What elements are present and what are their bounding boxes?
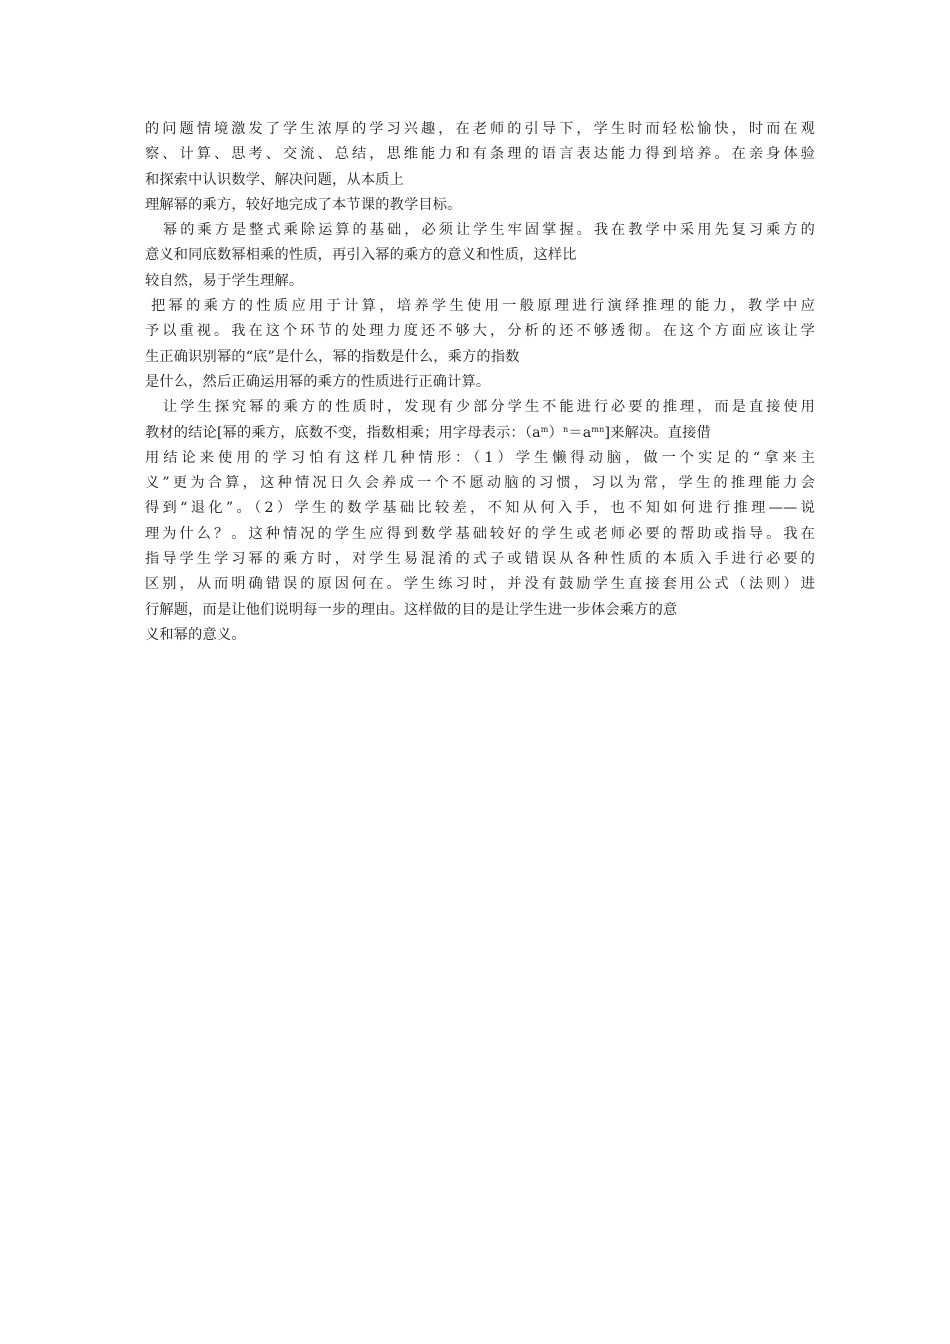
formula-exponent: mn: [591, 424, 605, 434]
text-line: 区别，从而明确错误的原因何在。学生练习时，并没有鼓励学生直接套用公式（法则）进: [145, 576, 815, 593]
formula-paren: ）: [548, 424, 563, 441]
text-line: 用结论来使用的学习怕有这样几种情形：（1）学生懒得动脑，做一个实足的“拿来主: [145, 449, 815, 466]
paragraph-4: [145, 395, 815, 648]
text-line: 指导学生学习幂的乘方时，对学生易混淆的式子或错误从各种性质的本质入手进行必要的: [145, 551, 815, 568]
text-line: 幂的乘方是整式乘除运算的基础，必须让学生牢固掌握。我在教学中采用先复习乘方的: [163, 222, 815, 239]
formula-tail-text: ]来解决。直接借: [604, 424, 711, 441]
paragraph-1: [145, 117, 815, 218]
document-body: [145, 117, 815, 648]
formula-exponent: n: [562, 424, 569, 434]
text-line: 察、计算、思考、交流、总结，思维能力和有条理的语言表达能力得到培养。在亲身体验: [145, 146, 815, 163]
text-line: 的问题情境激发了学生浓厚的学习兴趣，在老师的引导下，学生时而轻松愉快，时而在观: [145, 121, 815, 137]
text-line: 是什么，然后正确运用幂的乘方的性质进行正确计算。: [145, 373, 491, 390]
formula-equals: ＝a: [568, 424, 592, 441]
paragraph-3: [145, 294, 815, 395]
text-line: 把幂的乘方的性质应用于计算，培养学生使用一般原理进行演绎推理的能力，教学中应: [151, 298, 815, 315]
text-line: 意义和同底数幂相乘的性质，再引入幂的乘方的意义和性质，这样比: [145, 247, 577, 264]
formula-line: [145, 421, 815, 446]
text-line: 行解题，而是让他们说明每一步的理由。这样做的目的是让学生进一步体会乘方的意: [145, 601, 678, 618]
formula-exponent: m: [540, 424, 549, 434]
text-line: 义和幂的意义。: [145, 626, 246, 643]
text-line: 和探索中认识数学、解决问题，从本质上: [145, 171, 404, 188]
text-line: 予以重视。我在这个环节的处理力度还不够大，分析的还不够透彻。在这个方面应该让学: [145, 323, 815, 340]
text-line: 理解幂的乘方，较好地完成了本节课的教学目标。: [145, 196, 462, 213]
text-line: 得到“退化”。（2）学生的数学基础比较差，不知从何入手，也不知如何进行推理——说: [145, 500, 815, 517]
formula-lead-text: 教材的结论[幂的乘方，底数不变，指数相乘；用字母表示：（a: [145, 424, 541, 441]
text-line: 义”更为合算，这种情况日久会养成一个不愿动脑的习惯，习以为常，学生的推理能力会: [145, 475, 815, 492]
text-line: 理为什么？。这种情况的学生应得到数学基础较好的学生或老师必要的帮助或指导。我在: [145, 525, 815, 542]
text-line: 生正确识别幂的“底”是什么，幂的指数是什么，乘方的指数: [145, 348, 520, 365]
text-line: 让学生探究幂的乘方的性质时，发现有少部分学生不能进行必要的推理，而是直接使用: [163, 399, 815, 416]
paragraph-2: [145, 218, 815, 294]
text-line: 较自然，易于学生理解。: [145, 272, 304, 289]
